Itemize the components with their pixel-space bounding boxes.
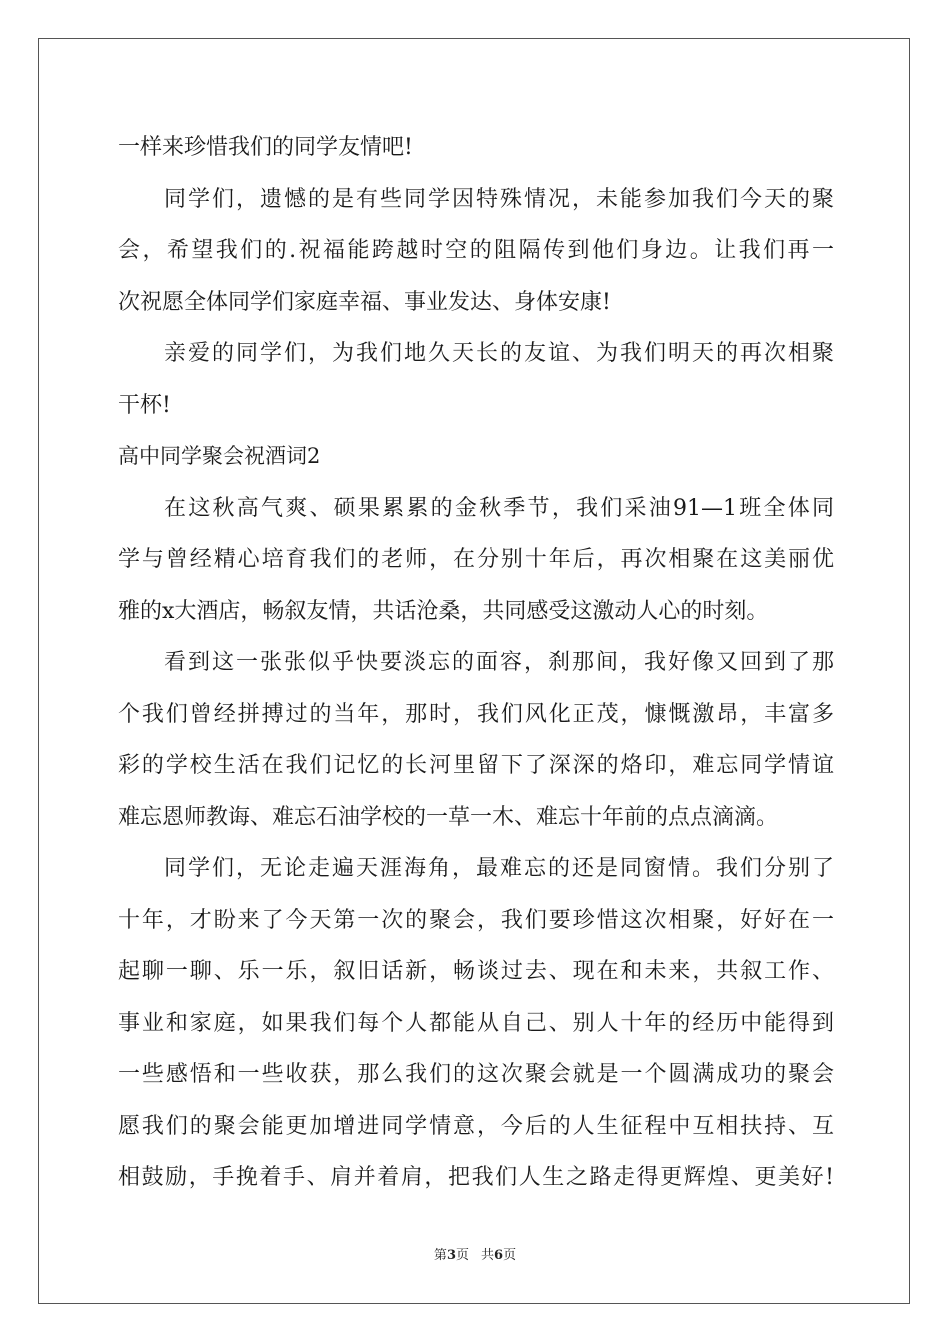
text-line: 相鼓励，手挽着手、肩并着肩，把我们人生之路走得更辉煌、更美好! bbox=[118, 1165, 834, 1190]
paragraph-start-line: 在这秋高气爽、硕果累累的金秋季节，我们采油91—1班全体同 bbox=[164, 495, 834, 521]
text-line: 十年，才盼来了今天第一次的聚会，我们要珍惜这次相聚，好好在一 bbox=[118, 907, 834, 933]
text-line: 起聊一聊、乐一乐，叙旧话新，畅谈过去、现在和未来，共叙工作、 bbox=[118, 959, 834, 984]
total-pages: 6 bbox=[494, 1248, 504, 1263]
page-prefix: 第 bbox=[433, 1248, 447, 1263]
text-line: 愿我们的聚会能更加增进同学情意，今后的人生征程中互相扶持、互 bbox=[118, 1113, 834, 1139]
section-heading: 高中同学聚会祝酒词2 bbox=[118, 444, 321, 468]
text-line: 学与曾经精心培育我们的老师，在分别十年后，再次相聚在这美丽优 bbox=[118, 547, 834, 572]
text-line: 事业和家庭，如果我们每个人都能从自己、别人十年的经历中能得到 bbox=[118, 1010, 834, 1036]
text-line: 雅的x大酒店，畅叙友情，共话沧桑，共同感受这激动人心的时刻。 bbox=[118, 598, 769, 624]
paragraph-start-line: 亲爱的同学们，为我们地久天长的友谊、为我们明天的再次相聚 bbox=[164, 341, 834, 366]
text-line: 一样来珍惜我们的同学友情吧! bbox=[118, 135, 413, 160]
page-footer bbox=[0, 1244, 950, 1263]
text-line: 彩的学校生活在我们记忆的长河里留下了深深的烙印，难忘同学情谊 bbox=[118, 753, 834, 778]
text-line: 次祝愿全体同学们家庭幸福、事业发达、身体安康! bbox=[118, 289, 611, 315]
total-suffix: 页 bbox=[503, 1248, 517, 1263]
text-line: 一些感悟和一些收获，那么我们的这次聚会就是一个圆满成功的聚会 bbox=[118, 1062, 834, 1087]
paragraph-start-line: 看到这一张张似乎快要淡忘的面容，刹那间，我好像又回到了那 bbox=[164, 650, 834, 675]
paragraph-start-line: 同学们，无论走遍天涯海角，最难忘的还是同窗情。我们分别了 bbox=[164, 856, 834, 881]
document-body bbox=[118, 122, 834, 1204]
paragraph-start-line: 同学们，遗憾的是有些同学因特殊情况，未能参加我们今天的聚 bbox=[164, 186, 834, 212]
text-line: 个我们曾经拼搏过的当年，那时，我们风化正茂，慷慨激昂，丰富多 bbox=[118, 701, 834, 727]
text-line: 难忘恩师教诲、难忘石油学校的一草一木、难忘十年前的点点滴滴。 bbox=[118, 804, 779, 830]
page-number: 3 bbox=[446, 1248, 456, 1263]
total-prefix: 共 bbox=[481, 1248, 495, 1263]
page-suffix: 页 bbox=[455, 1248, 469, 1263]
text-line: 干杯! bbox=[118, 392, 171, 418]
text-line: 会，希望我们的.祝福能跨越时空的阻隔传到他们身边。让我们再一 bbox=[118, 238, 834, 263]
